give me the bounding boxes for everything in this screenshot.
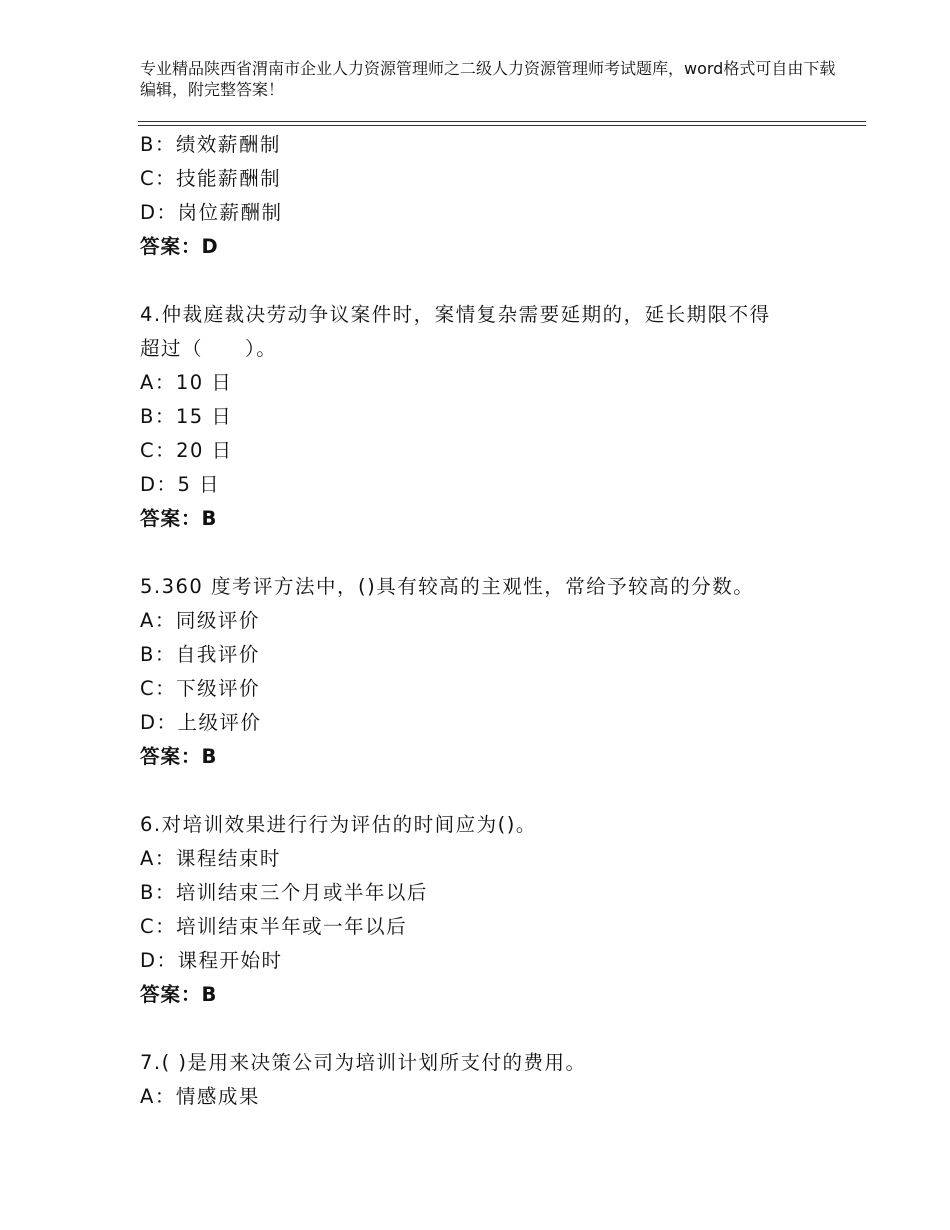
question-7 — [140, 1046, 840, 1114]
option-c: C：技能薪酬制 — [140, 167, 282, 190]
spacer — [140, 536, 840, 570]
spacer — [140, 774, 840, 808]
question-5 — [140, 570, 840, 774]
question-stem: 7.( )是用来决策公司为培训计划所支付的费用。 — [140, 1051, 587, 1074]
option-c: C：下级评价 — [140, 677, 261, 700]
option-b: B：自我评价 — [140, 643, 260, 666]
question-6 — [140, 808, 840, 1012]
option-b: B：绩效薪酬制 — [140, 133, 281, 156]
option-c: C：20 日 — [140, 439, 233, 462]
option-d: D：上级评价 — [140, 711, 262, 734]
option-b: B：培训结束三个月或半年以后 — [140, 881, 428, 904]
document-header: 专业精品陕西省渭南市企业人力资源管理师之二级人力资源管理师考试题库，word格式可自由下载编辑，附完整答案！ — [140, 59, 836, 99]
question-3 — [140, 128, 840, 264]
question-stem-continued: 超过（ ）。 — [140, 337, 278, 360]
option-b: B：15 日 — [140, 405, 233, 428]
option-a: A：同级评价 — [140, 609, 260, 632]
option-d: D：岗位薪酬制 — [140, 201, 283, 224]
answer: 答案：D — [140, 235, 219, 258]
question-stem: 5.360 度考评方法中，()具有较高的主观性，常给予较高的分数。 — [140, 575, 755, 598]
header-divider — [138, 121, 866, 122]
question-stem: 6.对培训效果进行行为评估的时间应为()。 — [140, 813, 537, 836]
option-d: D：课程开始时 — [140, 949, 283, 972]
question-stem: 4.仲裁庭裁决劳动争议案件时，案情复杂需要延期的，延长期限不得 — [140, 303, 771, 326]
question-list — [140, 128, 840, 1114]
header-divider-secondary — [138, 125, 866, 126]
option-a: A：10 日 — [140, 371, 233, 394]
option-d: D：5 日 — [140, 473, 221, 496]
option-a: A：课程结束时 — [140, 847, 281, 870]
answer: 答案：B — [140, 983, 218, 1006]
answer: 答案：B — [140, 507, 218, 530]
question-4 — [140, 298, 840, 536]
spacer — [140, 1012, 840, 1046]
option-c: C：培训结束半年或一年以后 — [140, 915, 408, 938]
answer: 答案：B — [140, 745, 218, 768]
spacer — [140, 264, 840, 298]
option-a: A：情感成果 — [140, 1085, 260, 1108]
